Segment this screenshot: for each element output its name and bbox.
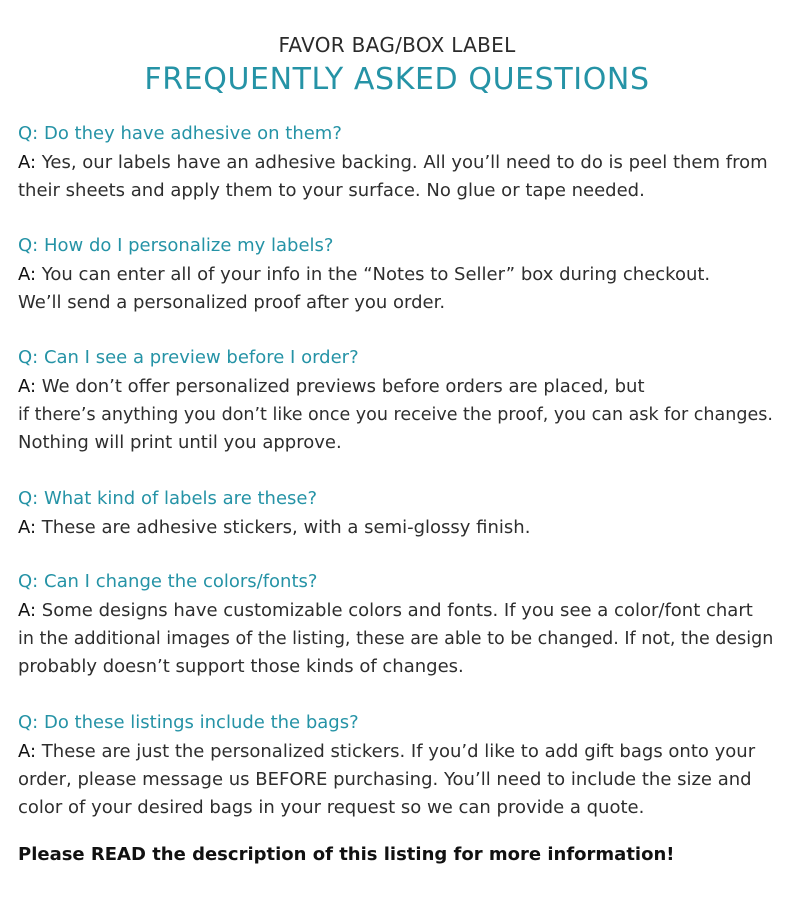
faq-item-preview (18, 343, 790, 457)
faq-answer (18, 149, 790, 205)
answer-line: color of your desired bags in your request so we can provide a quote. (18, 797, 645, 818)
faq-answer (18, 514, 790, 542)
faq-item-label-kind (18, 484, 790, 542)
answer-line: probably doesn’t support those kinds of changes. (18, 656, 464, 677)
faq-answer (18, 738, 790, 822)
answer-line: These are adhesive stickers, with a semi-glossy finish. (41, 517, 531, 538)
answer-line: We don’t offer personalized previews before orders are placed, but (41, 376, 645, 397)
faq-question: Q: Do these listings include the bags? (18, 712, 359, 733)
faq-question: Q: What kind of labels are these? (18, 488, 318, 509)
answer-line: These are just the personalized stickers. If you’d like to add gift bags onto your (41, 741, 756, 762)
faq-question: Q: How do I personalize my labels? (18, 235, 334, 256)
faq-answer (18, 261, 790, 317)
answer-line: You can enter all of your info in the “Notes to Seller” box during checkout. (41, 264, 711, 285)
faq-item-bags (18, 708, 790, 822)
faq-question: Q: Do they have adhesive on them? (18, 123, 342, 144)
answer-line: order, please message us BEFORE purchasing. You’ll need to include the size and (18, 769, 752, 790)
answer-line: if there’s anything you don’t like once you receive the proof, you can ask for changes. (18, 405, 773, 425)
answer-line: their sheets and apply them to your surface. No glue or tape needed. (18, 180, 645, 201)
answer-prefix: A: (18, 741, 37, 762)
answer-prefix: A: (18, 152, 37, 173)
faq-item-personalize (18, 231, 790, 317)
page-subtitle: FAVOR BAG/BOX LABEL (278, 33, 516, 57)
answer-line: Nothing will print until you approve. (18, 432, 342, 453)
answer-line: in the additional images of the listing, these are able to be changed. If not, the design (18, 629, 774, 649)
faq-answer (18, 597, 790, 681)
faq-item-colors-fonts (18, 567, 790, 681)
answer-line: Yes, our labels have an adhesive backing. All you’ll need to do is peel them from (41, 152, 768, 173)
answer-prefix: A: (18, 376, 37, 397)
answer-prefix: A: (18, 264, 37, 285)
page-title: FREQUENTLY ASKED QUESTIONS (144, 62, 650, 97)
faq-question: Q: Can I change the colors/fonts? (18, 571, 318, 592)
faq-question: Q: Can I see a preview before I order? (18, 347, 359, 368)
footer-note: Please READ the description of this listing for more information! (18, 844, 675, 865)
answer-prefix: A: (18, 517, 37, 538)
answer-line: Some designs have customizable colors and fonts. If you see a color/font chart (41, 600, 753, 621)
answer-prefix: A: (18, 600, 37, 621)
faq-answer (18, 373, 790, 457)
answer-line: We’ll send a personalized proof after you order. (18, 292, 446, 313)
faq-item-adhesive (18, 119, 790, 205)
